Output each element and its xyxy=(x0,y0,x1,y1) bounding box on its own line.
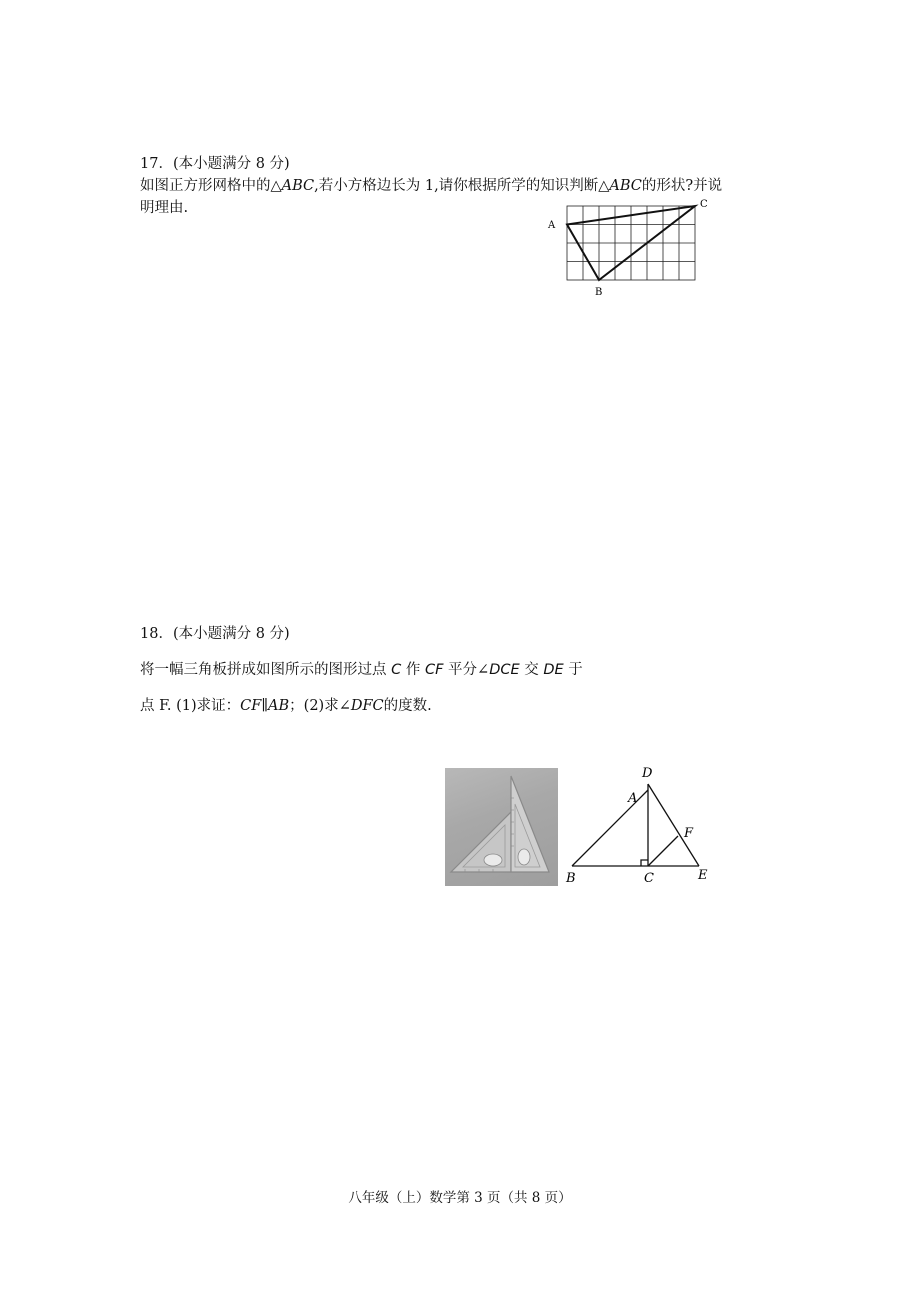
q17-line1-mid: ,若小方格边长为 1,请你根据所学的知识判断△ xyxy=(314,178,610,194)
q17-abc-2: ABC xyxy=(609,178,642,194)
q18-line2-c: 的度数. xyxy=(383,698,432,714)
q18-angle-dce: DCE xyxy=(489,662,520,678)
q18-line1-d: 交 xyxy=(519,662,544,678)
q17-text-line1 xyxy=(140,176,722,196)
q17-score: (本小题满分 8 分) xyxy=(172,156,290,172)
q17-number: 17． xyxy=(140,156,173,172)
q18-header xyxy=(140,624,290,644)
q18-right-angle-mark xyxy=(641,860,648,866)
q18-text-line1 xyxy=(140,660,583,680)
q18-label-a: A xyxy=(628,791,638,806)
q18-angle-dfc: DFC xyxy=(350,698,384,714)
q18-score: (本小题满分 8 分) xyxy=(172,626,290,642)
q17-line1-pre: 如图正方形网格中的△ xyxy=(140,178,282,194)
q18-seg-de xyxy=(648,784,699,866)
q18-label-f: F xyxy=(684,826,694,841)
q17-label-a: A xyxy=(548,220,556,231)
q18-label-c: C xyxy=(644,871,654,886)
q17-line1-post: 的形状?并说 xyxy=(641,178,723,194)
q18-line1-b: 作 xyxy=(401,662,425,678)
q18-number: 18． xyxy=(140,626,173,642)
q18-line1-e: 于 xyxy=(563,662,583,678)
q17-label-b: B xyxy=(595,287,603,298)
q18-label-d: D xyxy=(642,766,653,781)
q18-cf-parallel-ab: CF∥AB xyxy=(240,698,290,714)
q18-line1-c: 平分∠ xyxy=(443,662,490,678)
q18-text-line2 xyxy=(140,696,432,716)
q18-label-e: E xyxy=(698,868,708,883)
q17-grid xyxy=(567,206,695,280)
q18-set-squares-photo xyxy=(445,768,558,886)
q17-header xyxy=(140,154,290,174)
q18-line2-a: 点 F. (1)求证： xyxy=(140,698,241,714)
page-footer: 八年级（上）数学第 3 页（共 8 页） xyxy=(348,1190,572,1206)
q17-abc-1: ABC xyxy=(281,178,315,194)
q18-geometry-figure xyxy=(560,760,720,890)
q18-label-b: B xyxy=(566,871,576,886)
q18-seg-cf-line xyxy=(648,836,678,866)
q17-grid-figure xyxy=(540,195,720,300)
q18-line2-b: ；(2)求∠ xyxy=(289,698,351,714)
q18-seg-cf: CF xyxy=(424,662,444,678)
q17-text-line2: 明理由. xyxy=(140,200,189,216)
q18-line1-a: 将一幅三角板拼成如图所示的图形过点 xyxy=(140,662,392,678)
q18-seg-de: DE xyxy=(543,662,564,678)
q18-point-c: C xyxy=(391,662,402,678)
q18-photo-drawing xyxy=(445,768,558,886)
q17-label-c: C xyxy=(700,199,708,210)
